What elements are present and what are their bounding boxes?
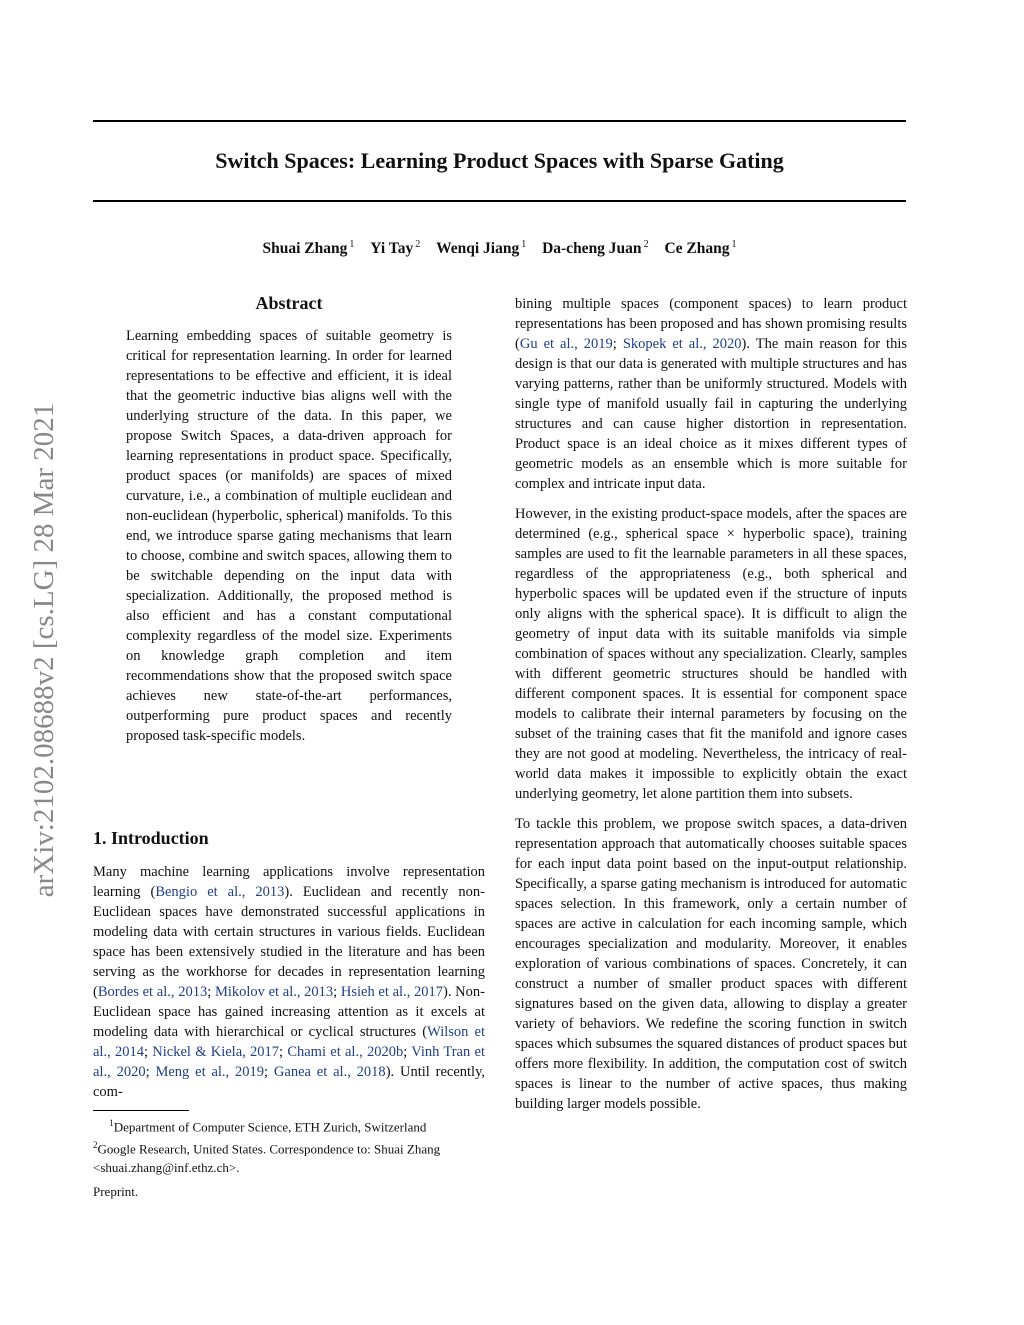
paragraph: However, in the existing product-space models, after the spaces are determined (e.g., spherical space × hyperbolic space), training samples are used to fit the learnable parameters in all these spaces, regardless of the appropriateness (e.g., both spherical and hyperbolic spaces will be updated even if the structure of inputs only aligns with the spherical space). It is difficult to align the geometry of input data with its suitable manifolds via simple combination of spaces without any specialization. Clearly, samples with different geometric structures should be handled with different component spaces. It is essential for component space models to calibrate their internal parameters by focusing on the subset of the training cases that fit the manifold and ignore cases they are not good at modeling. Nevertheless, the intricacy of real-world data makes it impossible to explicitly obtain the exact underlying geometry, let alone partition them into subsets. (515, 506, 907, 802)
author: Ce Zhang $^1$ (664, 239, 737, 258)
footnotes (93, 1114, 485, 1177)
citation-link[interactable]: Skopek et al., 2020 (622, 336, 742, 352)
title-top-rule (93, 120, 906, 122)
footnote-email: <shuai.zhang@inf.ethz.ch>. (93, 1159, 240, 1175)
citation-link[interactable]: Gu et al., 2019 (519, 336, 613, 352)
right-column (515, 294, 907, 1124)
citation-link[interactable]: Meng et al., 2019 (155, 1064, 265, 1080)
citation-link[interactable]: Nickel & Kiela, 2017 (152, 1044, 280, 1060)
section-heading-introduction: 1. Introduction (93, 828, 209, 848)
citation-link[interactable]: Chami et al., 2020b (287, 1044, 404, 1060)
citation-link[interactable]: Vinh Tran et al., 2020 (93, 1044, 485, 1080)
paper-title: Switch Spaces: Learning Product Spaces with Sparse Gating (215, 148, 784, 173)
footnote-rule (93, 1110, 189, 1111)
footnote-affiliation-1: $^1$Department of Computer Science, ETH Zurich, Switzerland (109, 1118, 427, 1135)
footnote-affiliation-2: $^2$Google Research, United States. Correspondence to: Shuai Zhang (93, 1140, 441, 1157)
author: Wenqi Jiang $^1$ (436, 239, 527, 258)
author: Yi Tay $^2$ (370, 239, 421, 258)
author: Da-cheng Juan $^2$ (542, 239, 649, 258)
citation-link[interactable]: Mikolov et al., 2013 (214, 984, 334, 1000)
arxiv-stamp: arXiv:2102.08688v2 [cs.LG] 28 Mar 2021 (28, 402, 60, 898)
author: Shuai Zhang $^1$ (262, 239, 355, 258)
preprint-label: Preprint. (93, 1184, 139, 1199)
citation-link[interactable]: Ganea et al., 2018 (273, 1064, 386, 1080)
citation-link[interactable]: Bengio et al., 2013 (155, 884, 285, 900)
citation-link[interactable]: Hsieh et al., 2017 (340, 984, 444, 1000)
citation-link[interactable]: Wilson et al., 2014 (93, 1024, 485, 1060)
citation-link[interactable]: Bordes et al., 2013 (97, 984, 208, 1000)
introduction-paragraph: Many machine learning applications involve representation learning (Bengio et al., 2013). Euclidean and recently non-Euclidean spaces have demonstrated successful applications in modeling data with certain structures in various fields. Euclidean space has been extensively studied in the literature and has been serving as the workhorse for decades in representation learning (Bordes et al., 2013; Mikolov et al., 2013; Hsieh et al., 2017). Non-Euclidean space has gained increasing attention as it excels at modeling data with hierarchical or cyclical structures (Wilson et al., 2014; Nickel & Kiela, 2017; Chami et al., 2020b; Vinh Tran et al., 2020; Meng et al., 2019; Ganea et al., 2018). Until recently, com- (93, 864, 486, 1100)
paragraph: bining multiple spaces (component spaces) to learn product representations has been proposed and has shown promising results (Gu et al., 2019; Skopek et al., 2020). The main reason for this design is that our data is generated with multiple structures and has varying patterns, rather than be uniformly structured. Models with single type of manifold usually fail in capturing the underlying structures and can cause higher distortion in representation. Product space is an ideal choice as it mixes different types of geometric models as an ensemble which is more suitable for complex and intricate input data. (515, 296, 907, 492)
author-list (93, 235, 906, 259)
paragraph: To tackle this problem, we propose switch spaces, a data-driven representation approach that automatically chooses suitable spaces for each input data point based on the input-output relationship. Specifically, a sparse gating mechanism is introduced for automatic spaces selection. In this framework, only a certain number of spaces are active in calculation for each incoming sample, which encourages specialization and modularity. Moreover, it enables exploration of various combinations of spaces. Concretely, it can construct a number of smaller product spaces with different signatures based on the given data, allowing to display a greater variety of behaviors. We redefine the scoring function in switch spaces which subsumes the squared distances of product spaces but offers more flexibility. In addition, the computation cost of switch spaces is linear to the number of active spaces, thus making building larger models possible. (515, 816, 907, 1112)
abstract-body: Learning embedding spaces of suitable geometry is critical for representation learning. In order for learned representations to be effective and efficient, it is ideal that the geometric inductive bias aligns well with the underlying structure of the data. In this paper, we propose Switch Spaces, a data-driven approach for learning representations in product space. Specifically, product spaces (or manifolds) are spaces of mixed curvature, i.e., a combination of multiple euclidean and non-euclidean (hyperbolic, spherical) manifolds. To this end, we introduce sparse gating mechanisms that learn to choose, combine and switch spaces, allowing them to be switchable depending on the input data with specialization. Additionally, the proposed method is also efficient and has a constant computational complexity regardless of the model size. Experiments on knowledge graph completion and item recommendations show that the proposed switch space achieves new state-of-the-art performances, outperforming pure product spaces and recently proposed task-specific models. (126, 328, 452, 744)
title-bottom-rule (93, 200, 906, 202)
abstract-heading: Abstract (255, 293, 323, 313)
